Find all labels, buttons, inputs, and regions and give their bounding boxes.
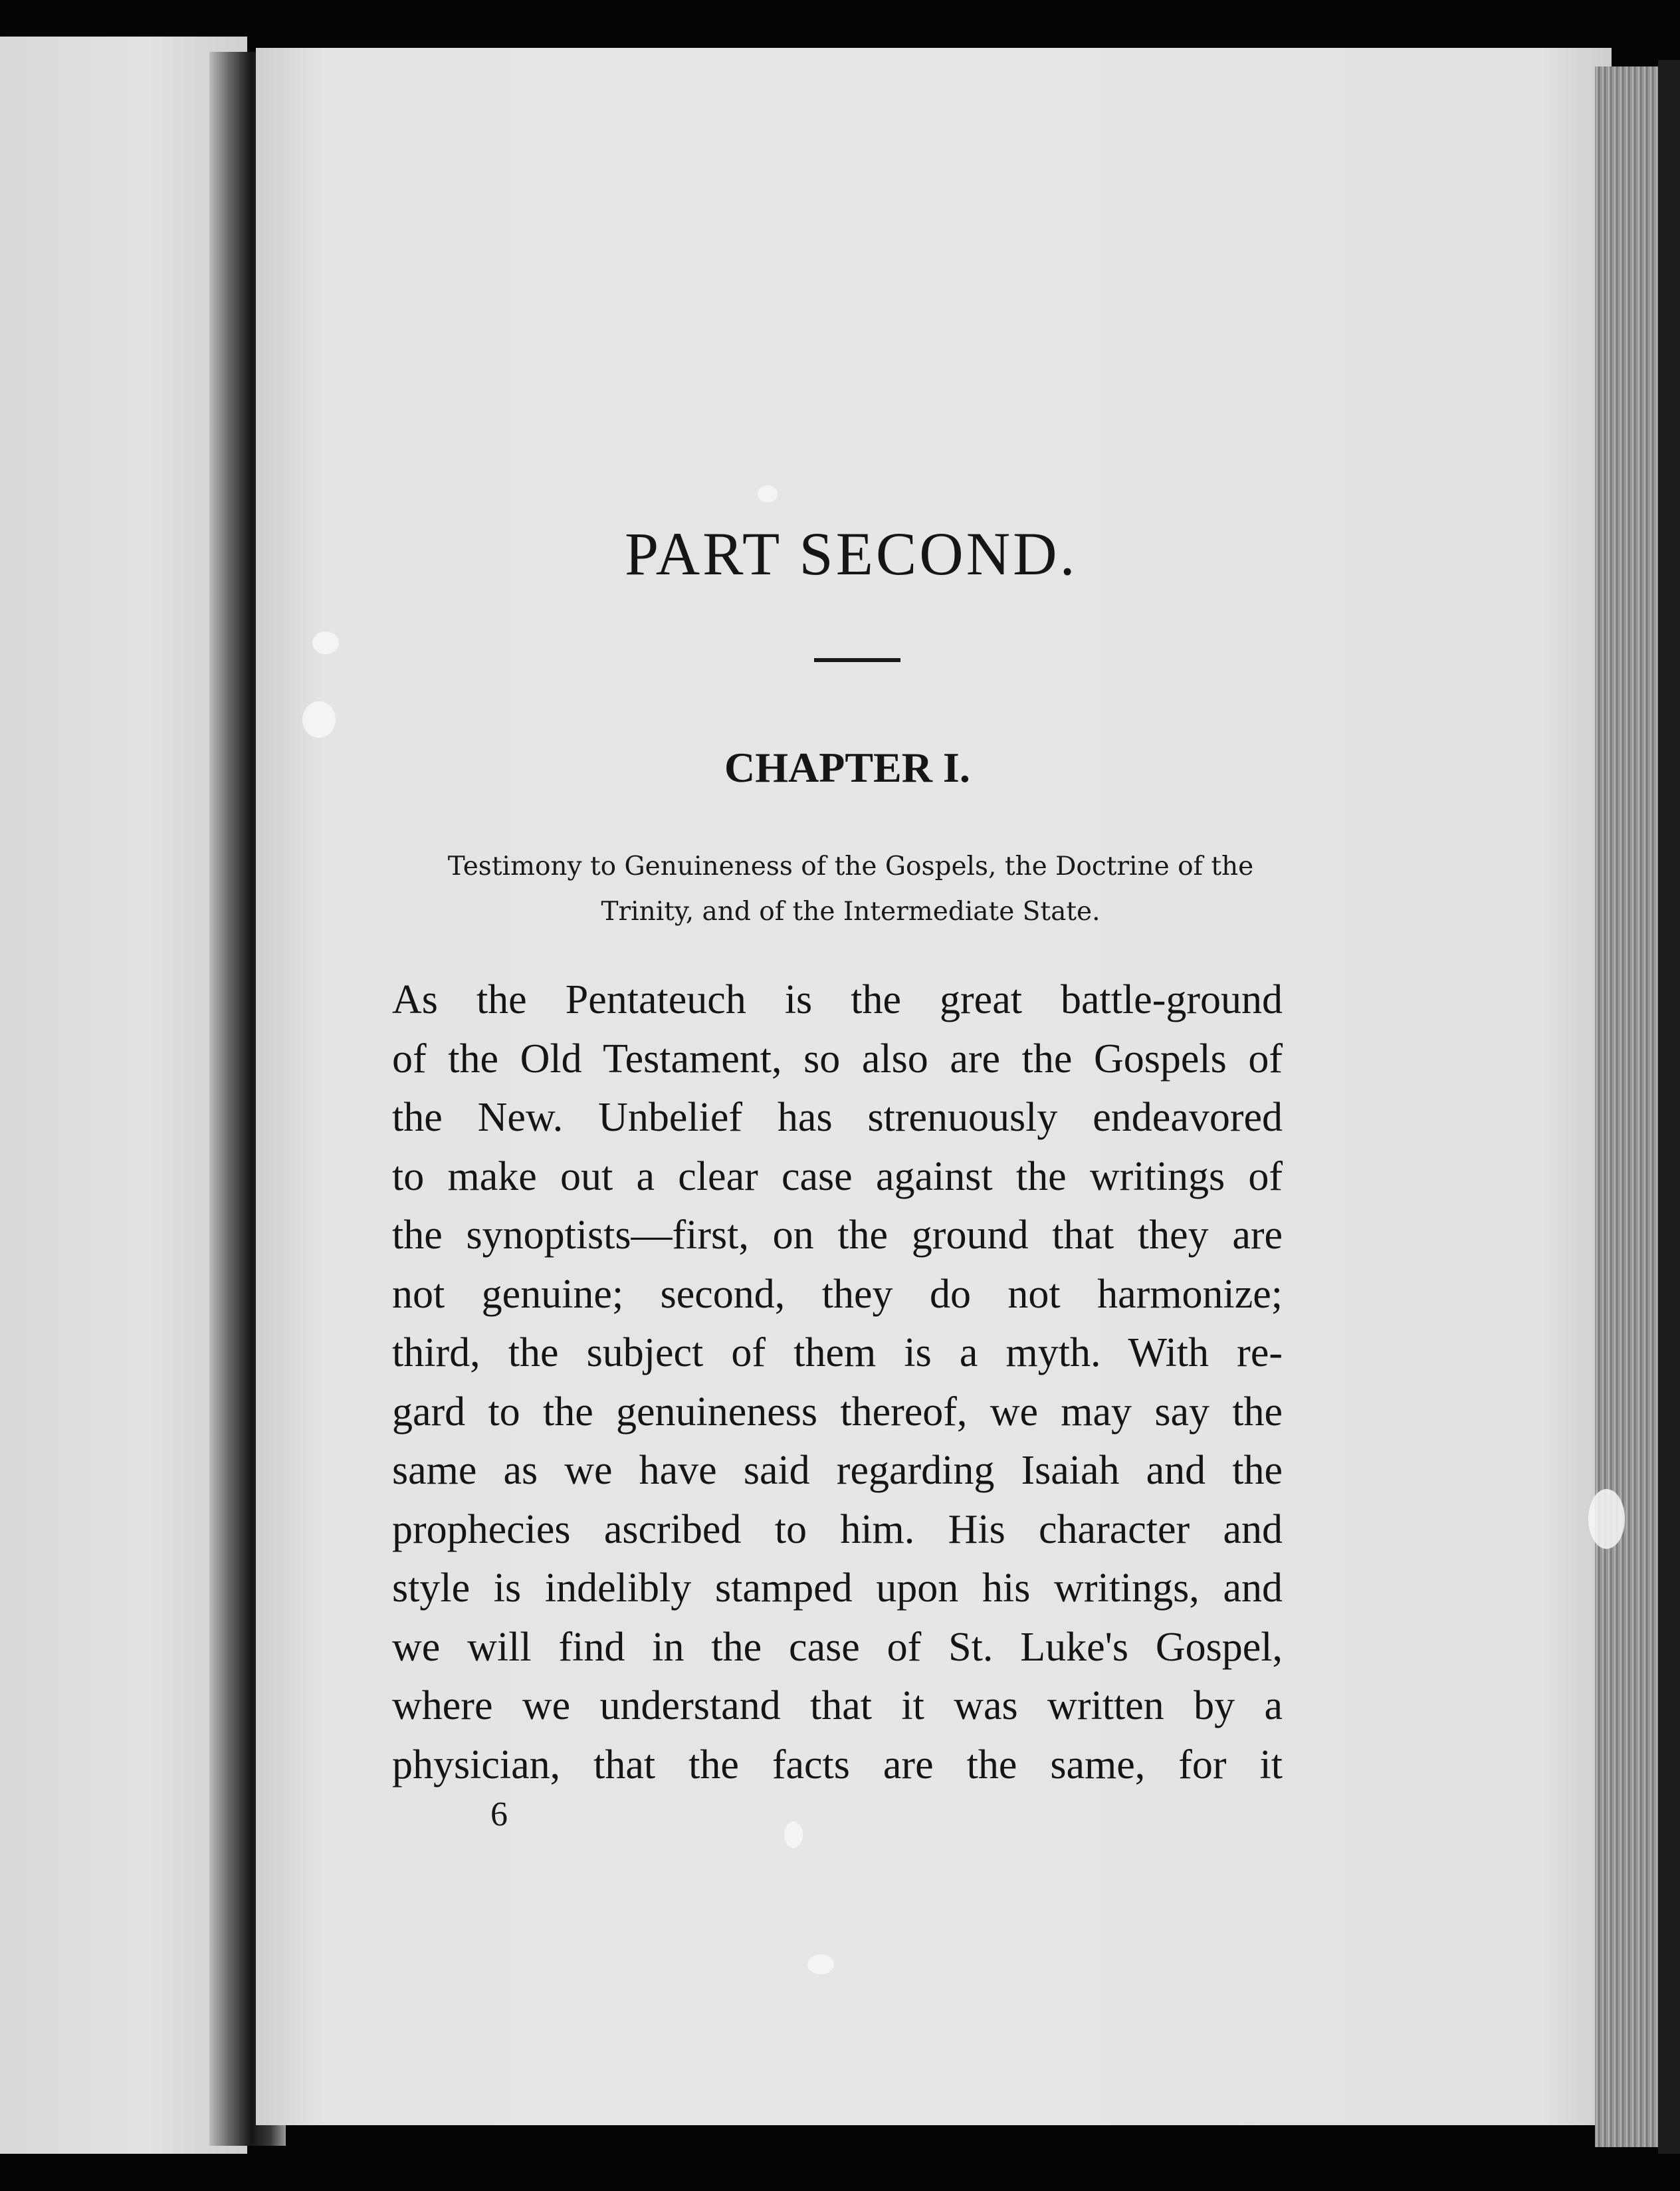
scan-speck bbox=[807, 1954, 834, 1974]
body-line: the synoptists—first, on the ground that they are bbox=[392, 1212, 1283, 1258]
scan-speck bbox=[312, 632, 339, 654]
scan-speck bbox=[784, 1821, 803, 1848]
body-line: not genuine; second, they do not harmonize; bbox=[392, 1271, 1283, 1317]
page-number: 6 bbox=[490, 1795, 508, 1833]
body-line: the New. Unbelief has strenuously endeavored bbox=[392, 1095, 1283, 1140]
body-line: prophecies ascribed to him. His character and bbox=[392, 1506, 1283, 1552]
chapter-subtitle: Testimony to Genuineness of the Gospels, the Doctrine of the Trinity, and of the Intermediate State. bbox=[447, 852, 1254, 927]
chapter-title: CHAPTER I. bbox=[724, 744, 970, 791]
scan-speck bbox=[1588, 1489, 1625, 1549]
body-line: style is indelibly stamped upon his writings, and bbox=[392, 1565, 1283, 1611]
body-line: of the Old Testament, so also are the Gospels of bbox=[392, 1036, 1283, 1082]
title-rule bbox=[814, 658, 900, 662]
scan-speck bbox=[302, 701, 336, 738]
page-edges bbox=[1595, 66, 1661, 2147]
part-title: PART SECOND. bbox=[625, 520, 1078, 588]
body-line: third, the subject of them is a myth. With re- bbox=[392, 1330, 1283, 1375]
scan-speck bbox=[758, 485, 778, 503]
body-line: gard to the genuineness thereof, we may say the bbox=[392, 1389, 1283, 1435]
body-text bbox=[392, 971, 1283, 1794]
body-line: to make out a clear case against the writings of bbox=[392, 1153, 1283, 1199]
body-line: same as we have said regarding Isaiah and the bbox=[392, 1448, 1283, 1493]
body-line: we will find in the case of St. Luke's Gospel, bbox=[392, 1624, 1283, 1670]
page-edge-shadow bbox=[1658, 60, 1680, 2154]
body-line: As the Pentateuch is the great battle-ground bbox=[392, 977, 1283, 1022]
body-line: physician, that the facts are the same, for it bbox=[392, 1742, 1283, 1787]
body-line: where we understand that it was written by a bbox=[392, 1683, 1283, 1728]
